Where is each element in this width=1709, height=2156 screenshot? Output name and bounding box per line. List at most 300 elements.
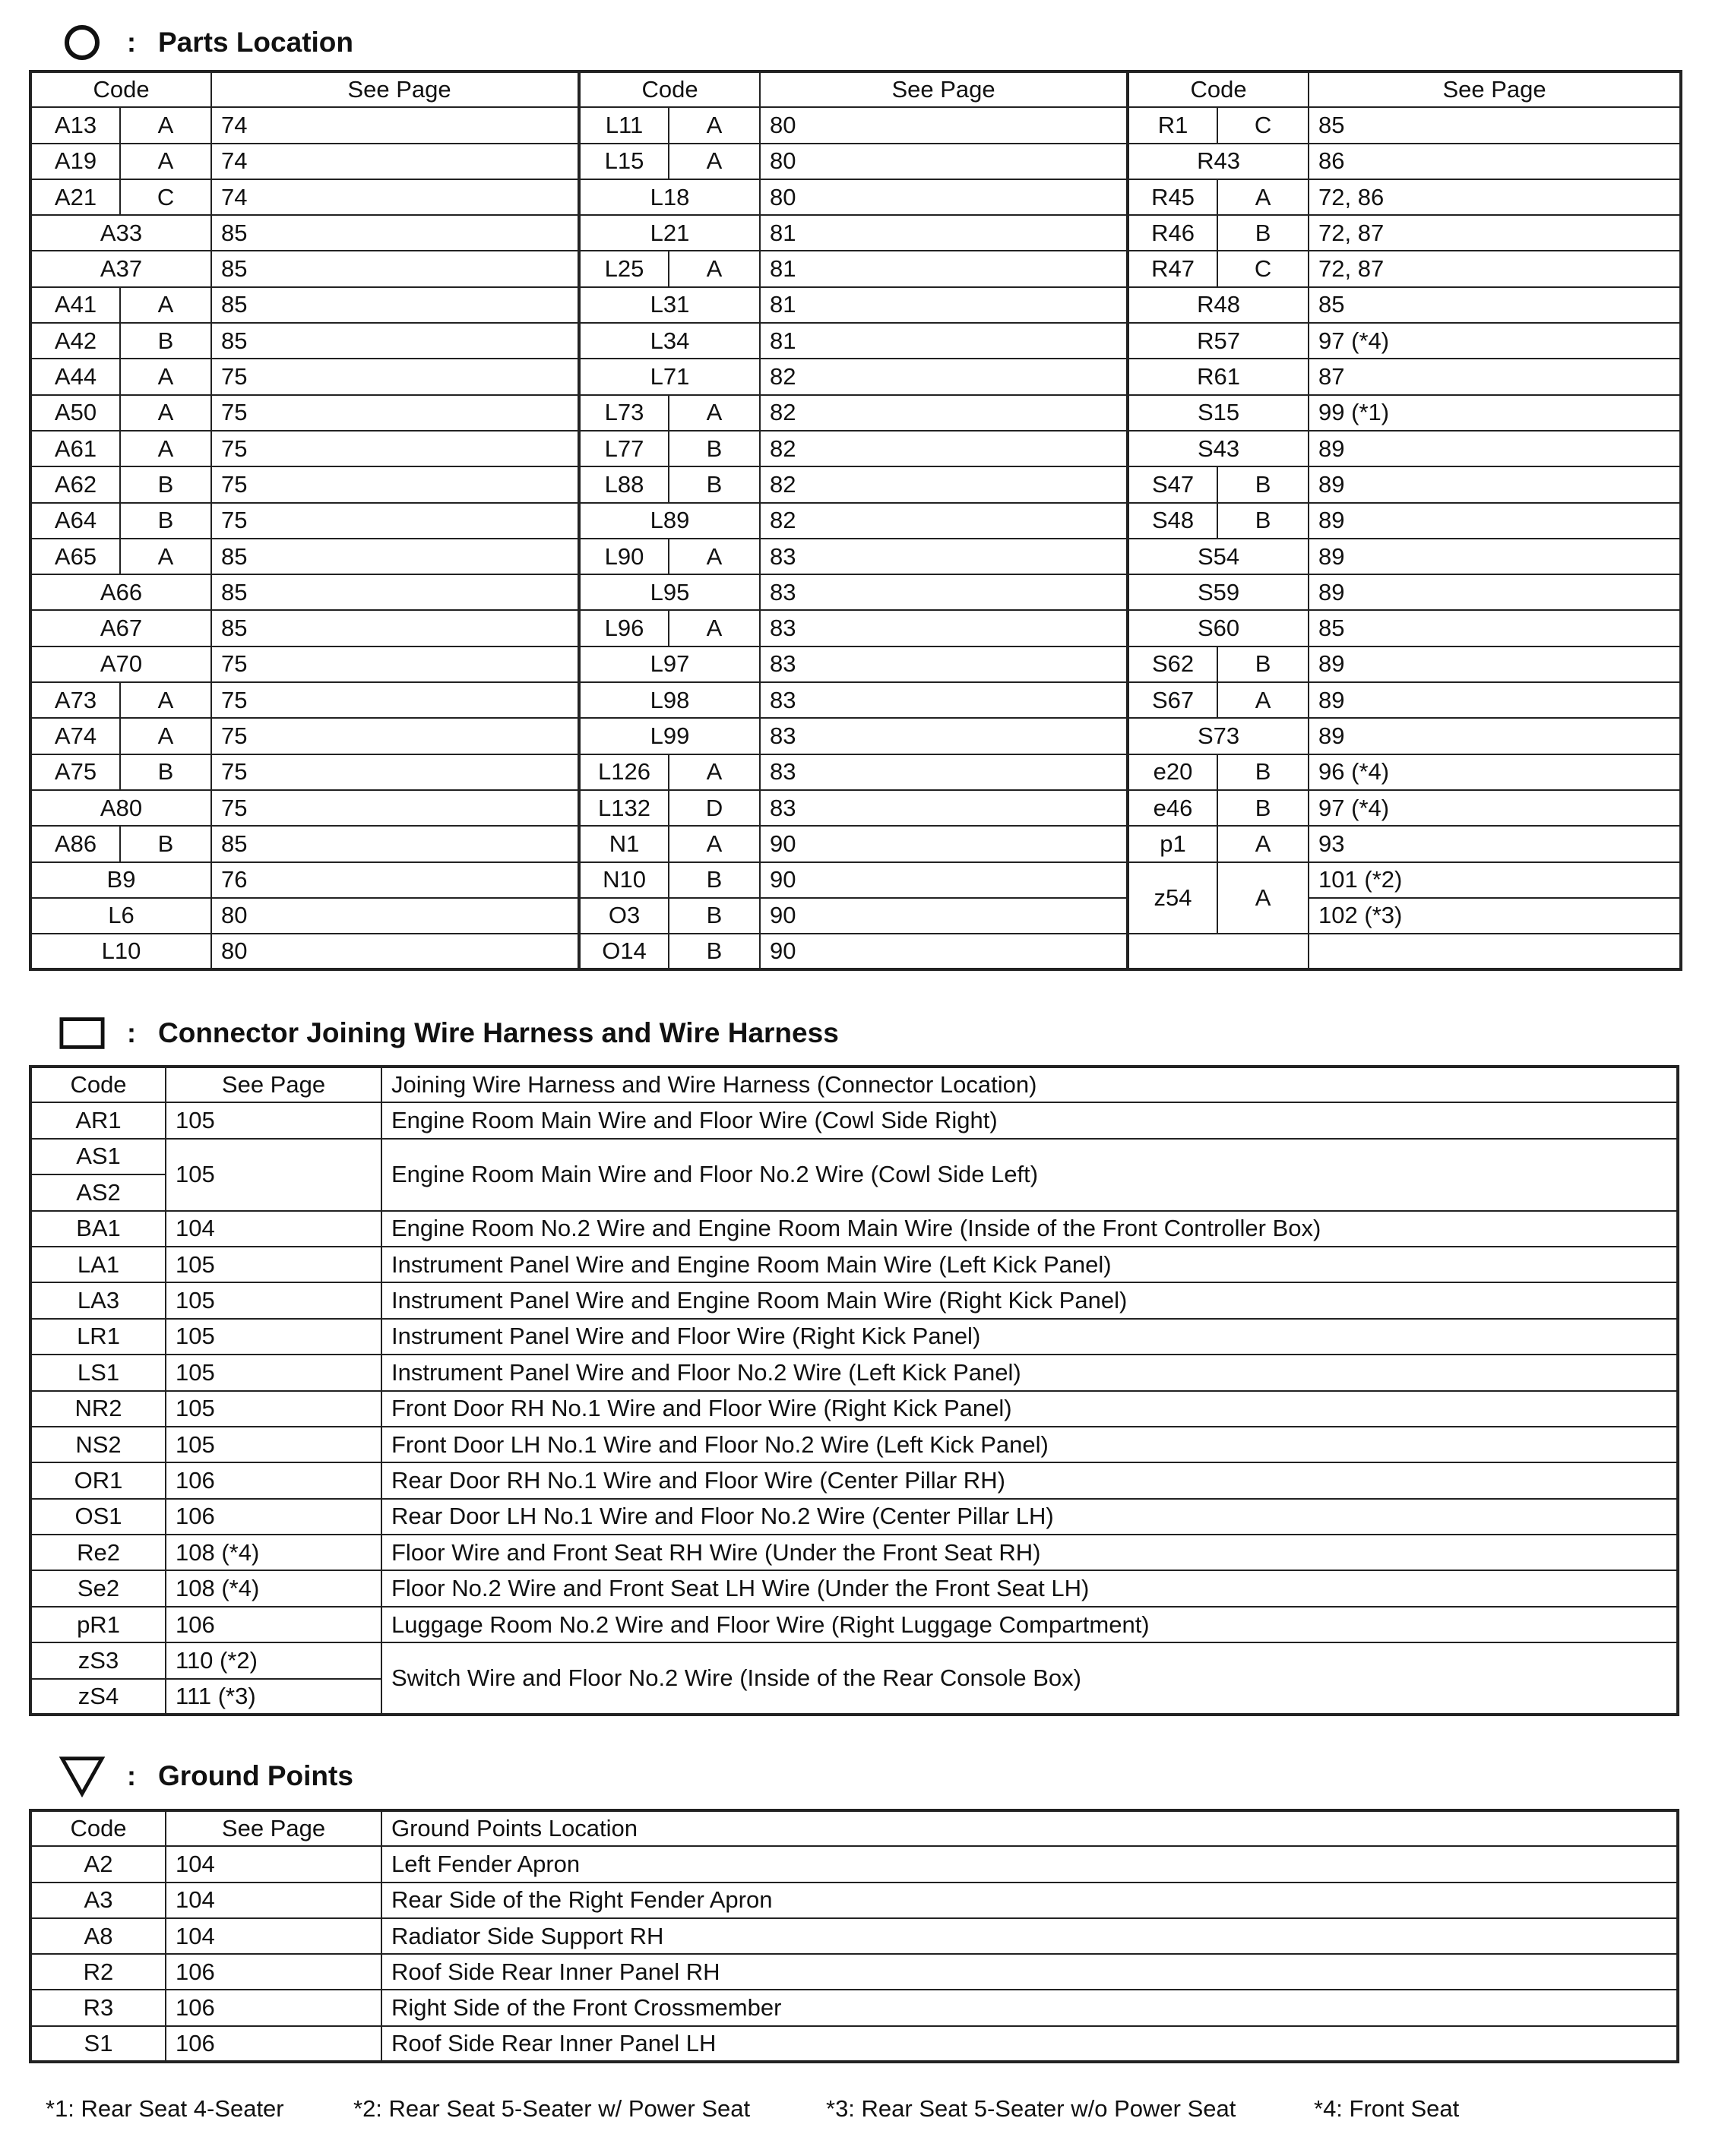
connector-letter-cell: A [1217, 826, 1309, 861]
code-cell: A62 [30, 466, 120, 502]
code-cell: BA1 [30, 1211, 166, 1247]
code-cell: O14 [579, 934, 669, 969]
page-cell: 80 [211, 898, 579, 934]
empty-cell [1128, 934, 1309, 969]
connector-letter-cell: A [669, 251, 760, 286]
connector-letter-cell: A [669, 144, 760, 179]
see-page-header: See Page [211, 71, 579, 107]
location-cell: Luggage Room No.2 Wire and Floor Wire (Right Luggage Compartment) [381, 1607, 1678, 1642]
location-cell: Engine Room Main Wire and Floor No.2 Wire (Cowl Side Left) [381, 1139, 1678, 1211]
table-row [30, 682, 1681, 718]
code-cell: AR1 [30, 1102, 166, 1138]
table-row [30, 1918, 1678, 1954]
page-cell: 83 [760, 682, 1128, 718]
location-cell: Roof Side Rear Inner Panel LH [381, 2026, 1678, 2062]
page-cell: 74 [211, 144, 579, 179]
code-cell: Se2 [30, 1570, 166, 1606]
section-colon: : [127, 1017, 136, 1048]
table-row [30, 287, 1681, 323]
code-cell: e46 [1128, 790, 1217, 826]
table-row [30, 790, 1681, 826]
page-cell: 89 [1309, 466, 1681, 502]
code-cell: R46 [1128, 215, 1217, 251]
location-cell: Instrument Panel Wire and Engine Room Main Wire (Left Kick Panel) [381, 1247, 1678, 1282]
connector-letter-cell: B [1217, 215, 1309, 251]
code-cell: R45 [1128, 179, 1217, 215]
table-row [30, 1139, 1678, 1174]
code-cell: R57 [1128, 323, 1309, 359]
page-cell: 89 [1309, 503, 1681, 539]
location-cell: Front Door LH No.1 Wire and Floor No.2 Wire (Left Kick Panel) [381, 1427, 1678, 1462]
code-cell: R2 [30, 1954, 166, 1990]
page-cell: 75 [211, 503, 579, 539]
page-cell: 89 [1309, 539, 1681, 574]
location-header: Joining Wire Harness and Wire Harness (Connector Location) [381, 1067, 1678, 1102]
code-cell: A37 [30, 251, 211, 286]
page-cell: 104 [166, 1883, 381, 1918]
location-cell: Floor Wire and Front Seat RH Wire (Under the Front Seat RH) [381, 1535, 1678, 1570]
page-cell: 104 [166, 1211, 381, 1247]
connector-table [29, 1065, 1679, 1716]
code-cell: R3 [30, 1990, 166, 2025]
code-cell: L126 [579, 754, 669, 790]
code-cell: A44 [30, 359, 120, 394]
page-cell: 105 [166, 1102, 381, 1138]
connector-letter-cell: A [669, 107, 760, 143]
page-cell: 80 [760, 107, 1128, 143]
footnotes [46, 2095, 1679, 2123]
footnote: *2: Rear Seat 5-Seater w/ Power Seat [353, 2095, 751, 2122]
see-page-header: See Page [166, 1067, 381, 1102]
connector-letter-cell: A [120, 431, 211, 466]
table-row [30, 323, 1681, 359]
code-cell: L21 [579, 215, 760, 251]
page-cell: 80 [211, 934, 579, 969]
code-cell: L77 [579, 431, 669, 466]
page-cell: 82 [760, 359, 1128, 394]
page-cell: 83 [760, 539, 1128, 574]
connector-letter-cell: A [669, 610, 760, 646]
connector-letter-cell: A [1217, 682, 1309, 718]
page-cell: 104 [166, 1846, 381, 1882]
code-cell: L90 [579, 539, 669, 574]
location-cell: Instrument Panel Wire and Floor Wire (Right Kick Panel) [381, 1319, 1678, 1355]
code-cell: S43 [1128, 431, 1309, 466]
page-cell: 80 [760, 179, 1128, 215]
code-cell: L6 [30, 898, 211, 934]
page-cell: 75 [211, 718, 579, 754]
table-row [30, 1642, 1678, 1678]
page-cell: 106 [166, 2026, 381, 2062]
code-cell: A50 [30, 395, 120, 431]
location-cell: Instrument Panel Wire and Floor No.2 Wire (Left Kick Panel) [381, 1355, 1678, 1390]
page-cell: 111 (*3) [166, 1679, 381, 1715]
circle-icon [59, 20, 105, 65]
connector-letter-cell: A [120, 395, 211, 431]
connector-letter-cell: A [120, 359, 211, 394]
code-cell: L15 [579, 144, 669, 179]
connector-letter-cell: B [669, 466, 760, 502]
page-cell: 85 [1309, 287, 1681, 323]
section-colon: : [127, 27, 136, 58]
footnote: *1: Rear Seat 4-Seater [46, 2095, 284, 2122]
code-cell: L95 [579, 574, 760, 610]
empty-cell [1309, 934, 1681, 969]
code-cell: A80 [30, 790, 211, 826]
connector-letter-cell: A [669, 539, 760, 574]
page-cell: 83 [760, 790, 1128, 826]
page-cell: 85 [211, 610, 579, 646]
page-cell: 83 [760, 574, 1128, 610]
location-cell: Engine Room Main Wire and Floor Wire (Cowl Side Right) [381, 1102, 1678, 1138]
table-row [30, 646, 1681, 682]
code-cell: A73 [30, 682, 120, 718]
code-cell: e20 [1128, 754, 1217, 790]
page-cell: 83 [760, 610, 1128, 646]
page-cell: 87 [1309, 359, 1681, 394]
location-cell: Rear Door LH No.1 Wire and Floor No.2 Wire (Center Pillar LH) [381, 1499, 1678, 1535]
connector-header [59, 1010, 839, 1056]
page-cell: 101 (*2) [1309, 862, 1681, 898]
connector-letter-cell: A [669, 395, 760, 431]
square-icon [59, 1010, 105, 1056]
table-row [30, 1391, 1678, 1427]
connector-letter-cell: A [120, 539, 211, 574]
code-cell: L89 [579, 503, 760, 539]
page-cell: 75 [211, 359, 579, 394]
parts-location-header [59, 20, 353, 65]
table-row [30, 503, 1681, 539]
connector-letter-cell: D [669, 790, 760, 826]
code-cell: zS3 [30, 1642, 166, 1678]
ground-points-table [29, 1809, 1679, 2063]
location-cell: Right Side of the Front Crossmember [381, 1990, 1678, 2025]
code-cell: L97 [579, 646, 760, 682]
code-cell: L132 [579, 790, 669, 826]
location-cell: Roof Side Rear Inner Panel RH [381, 1954, 1678, 1990]
page-cell: 81 [760, 323, 1128, 359]
table-row [30, 1954, 1678, 1990]
page-cell: 85 [211, 539, 579, 574]
connector-letter-cell: A [1217, 179, 1309, 215]
code-cell: L11 [579, 107, 669, 143]
code-cell: O3 [579, 898, 669, 934]
connector-letter-cell: A [669, 826, 760, 861]
table-row [30, 431, 1681, 466]
table-row [30, 251, 1681, 286]
page-cell: 105 [166, 1247, 381, 1282]
connector-letter-cell: B [669, 862, 760, 898]
page-cell: 82 [760, 395, 1128, 431]
connector-letter-cell: B [1217, 754, 1309, 790]
connector-letter-cell: C [1217, 107, 1309, 143]
code-cell: A41 [30, 287, 120, 323]
code-cell: zS4 [30, 1679, 166, 1715]
connector-letter-cell: A [1217, 862, 1309, 934]
table-row [30, 1462, 1678, 1498]
page-cell: 104 [166, 1918, 381, 1954]
page-cell: 110 (*2) [166, 1642, 381, 1678]
table-row [30, 1846, 1678, 1882]
code-cell: L18 [579, 179, 760, 215]
page-cell: 89 [1309, 574, 1681, 610]
page-cell: 75 [211, 682, 579, 718]
table-row [30, 1247, 1678, 1282]
page-cell: 106 [166, 1462, 381, 1498]
page-cell: 105 [166, 1319, 381, 1355]
connector-letter-cell: B [1217, 466, 1309, 502]
code-cell: L73 [579, 395, 669, 431]
page-cell: 89 [1309, 682, 1681, 718]
page-cell: 72, 87 [1309, 251, 1681, 286]
code-cell: S73 [1128, 718, 1309, 754]
table-row [30, 179, 1681, 215]
page-cell: 81 [760, 251, 1128, 286]
page-cell: 83 [760, 754, 1128, 790]
code-cell: A13 [30, 107, 120, 143]
connector-letter-cell: A [120, 144, 211, 179]
location-cell: Rear Side of the Right Fender Apron [381, 1883, 1678, 1918]
page-cell: 86 [1309, 144, 1681, 179]
location-cell: Front Door RH No.1 Wire and Floor Wire (Right Kick Panel) [381, 1391, 1678, 1427]
page-cell: 97 (*4) [1309, 323, 1681, 359]
page-cell: 85 [211, 251, 579, 286]
connector-letter-cell: B [120, 323, 211, 359]
connector-letter-cell: B [120, 754, 211, 790]
table-row [30, 934, 1681, 969]
table-row [30, 754, 1681, 790]
table-header-row [30, 1810, 1678, 1846]
code-cell: A8 [30, 1918, 166, 1954]
location-header: Ground Points Location [381, 1810, 1678, 1846]
connector-letter-cell: B [1217, 646, 1309, 682]
table-row [30, 718, 1681, 754]
table-row [30, 1211, 1678, 1247]
code-cell: z54 [1128, 862, 1217, 934]
page-cell: 75 [211, 466, 579, 502]
table-row [30, 826, 1681, 861]
connector-letter-cell: B [669, 431, 760, 466]
footnote: *4: Front Seat [1314, 2095, 1460, 2122]
page-cell: 75 [211, 790, 579, 826]
code-cell: A75 [30, 754, 120, 790]
page-cell: 75 [211, 646, 579, 682]
code-cell: A65 [30, 539, 120, 574]
table-row [30, 539, 1681, 574]
code-header: Code [579, 71, 760, 107]
page-cell: 75 [211, 431, 579, 466]
section-title: Ground Points [158, 1760, 353, 1791]
table-row [30, 107, 1681, 143]
page-cell: 90 [760, 862, 1128, 898]
code-cell: S15 [1128, 395, 1309, 431]
page-cell: 90 [760, 898, 1128, 934]
connector-letter-cell: C [120, 179, 211, 215]
table-row [30, 862, 1681, 898]
code-header: Code [30, 71, 211, 107]
see-page-header: See Page [166, 1810, 381, 1846]
code-cell: S48 [1128, 503, 1217, 539]
code-cell: OS1 [30, 1499, 166, 1535]
code-cell: S59 [1128, 574, 1309, 610]
footnote: *3: Rear Seat 5-Seater w/o Power Seat [826, 2095, 1236, 2122]
location-cell: Floor No.2 Wire and Front Seat LH Wire (Under the Front Seat LH) [381, 1570, 1678, 1606]
code-header: Code [30, 1067, 166, 1102]
code-cell: NS2 [30, 1427, 166, 1462]
table-row [30, 1535, 1678, 1570]
page-cell: 85 [1309, 107, 1681, 143]
page-cell: 90 [760, 934, 1128, 969]
table-row [30, 2026, 1678, 2062]
code-cell: AS2 [30, 1174, 166, 1210]
code-cell: L34 [579, 323, 760, 359]
connector-letter-cell: A [669, 754, 760, 790]
page-cell: 83 [760, 718, 1128, 754]
page-cell: 85 [211, 215, 579, 251]
code-cell: S67 [1128, 682, 1217, 718]
code-cell: S1 [30, 2026, 166, 2062]
code-cell: L99 [579, 718, 760, 754]
page-cell: 80 [760, 144, 1128, 179]
table-row [30, 1282, 1678, 1318]
section-title: Connector Joining Wire Harness and Wire Harness [158, 1017, 839, 1048]
code-cell: LA3 [30, 1282, 166, 1318]
connector-letter-cell: B [120, 466, 211, 502]
code-cell: A2 [30, 1846, 166, 1882]
page-cell: 82 [760, 431, 1128, 466]
connector-letter-cell: B [669, 934, 760, 969]
code-cell: R61 [1128, 359, 1309, 394]
page-cell: 105 [166, 1355, 381, 1390]
page-cell: 96 (*4) [1309, 754, 1681, 790]
code-cell: L25 [579, 251, 669, 286]
code-cell: B9 [30, 862, 211, 898]
table-row [30, 1607, 1678, 1642]
ground-points-header [59, 1753, 353, 1799]
table-row [30, 1319, 1678, 1355]
page-cell: 83 [760, 646, 1128, 682]
code-cell: AS1 [30, 1139, 166, 1174]
table-row [30, 898, 1681, 934]
code-cell: S62 [1128, 646, 1217, 682]
connector-letter-cell: A [120, 287, 211, 323]
table-row [30, 1102, 1678, 1138]
table-row [30, 1427, 1678, 1462]
code-cell: pR1 [30, 1607, 166, 1642]
code-cell: L31 [579, 287, 760, 323]
connector-letter-cell: A [120, 718, 211, 754]
code-cell: A42 [30, 323, 120, 359]
table-row [30, 1355, 1678, 1390]
code-cell: L96 [579, 610, 669, 646]
code-cell: R48 [1128, 287, 1309, 323]
code-cell: S54 [1128, 539, 1309, 574]
location-cell: Instrument Panel Wire and Engine Room Main Wire (Right Kick Panel) [381, 1282, 1678, 1318]
code-cell: A86 [30, 826, 120, 861]
connector-letter-cell: C [1217, 251, 1309, 286]
code-cell: N1 [579, 826, 669, 861]
table-row [30, 1883, 1678, 1918]
code-cell: OR1 [30, 1462, 166, 1498]
table-row [30, 1570, 1678, 1606]
location-cell: Radiator Side Support RH [381, 1918, 1678, 1954]
page-cell: 90 [760, 826, 1128, 861]
see-page-header: See Page [760, 71, 1128, 107]
table-row [30, 359, 1681, 394]
code-cell: S60 [1128, 610, 1309, 646]
connector-letter-cell: B [669, 898, 760, 934]
page-cell: 75 [211, 395, 579, 431]
table-row [30, 215, 1681, 251]
code-cell: p1 [1128, 826, 1217, 861]
code-cell: A19 [30, 144, 120, 179]
page-cell: 85 [211, 323, 579, 359]
page-cell: 82 [760, 466, 1128, 502]
location-cell: Left Fender Apron [381, 1846, 1678, 1882]
code-header: Code [1128, 71, 1309, 107]
table-row [30, 395, 1681, 431]
page-cell: 106 [166, 1954, 381, 1990]
page-cell: 85 [211, 826, 579, 861]
page-cell: 105 [166, 1427, 381, 1462]
page-cell: 85 [1309, 610, 1681, 646]
page-cell: 93 [1309, 826, 1681, 861]
page-cell: 106 [166, 1990, 381, 2025]
page-cell: 105 [166, 1391, 381, 1427]
table-header-row [30, 71, 1681, 107]
page-cell: 74 [211, 107, 579, 143]
connector-letter-cell: B [120, 826, 211, 861]
table-header-row [30, 1067, 1678, 1102]
table-row [30, 1499, 1678, 1535]
code-cell: R43 [1128, 144, 1309, 179]
code-cell: LR1 [30, 1319, 166, 1355]
section-colon: : [127, 1760, 136, 1791]
page-cell: 105 [166, 1282, 381, 1318]
code-cell: A64 [30, 503, 120, 539]
page-cell: 81 [760, 215, 1128, 251]
connector-letter-cell: B [1217, 790, 1309, 826]
code-cell: A67 [30, 610, 211, 646]
code-cell: R1 [1128, 107, 1217, 143]
page-cell: 105 [166, 1139, 381, 1211]
page-cell: 106 [166, 1499, 381, 1535]
page-cell: 85 [211, 574, 579, 610]
code-cell: L10 [30, 934, 211, 969]
code-cell: LS1 [30, 1355, 166, 1390]
code-cell: A33 [30, 215, 211, 251]
page-cell: 108 (*4) [166, 1535, 381, 1570]
code-cell: A66 [30, 574, 211, 610]
table-row [30, 574, 1681, 610]
page-cell: 106 [166, 1607, 381, 1642]
code-cell: LA1 [30, 1247, 166, 1282]
section-title: Parts Location [158, 27, 353, 58]
page-cell: 89 [1309, 718, 1681, 754]
page-cell: 102 (*3) [1309, 898, 1681, 934]
page-cell: 72, 87 [1309, 215, 1681, 251]
code-cell: NR2 [30, 1391, 166, 1427]
page-cell: 108 (*4) [166, 1570, 381, 1606]
page-cell: 74 [211, 179, 579, 215]
code-cell: A70 [30, 646, 211, 682]
code-cell: A3 [30, 1883, 166, 1918]
page-cell: 82 [760, 503, 1128, 539]
connector-letter-cell: B [1217, 503, 1309, 539]
location-cell: Switch Wire and Floor No.2 Wire (Inside of the Rear Console Box) [381, 1642, 1678, 1715]
page-cell: 97 (*4) [1309, 790, 1681, 826]
connector-letter-cell: B [120, 503, 211, 539]
